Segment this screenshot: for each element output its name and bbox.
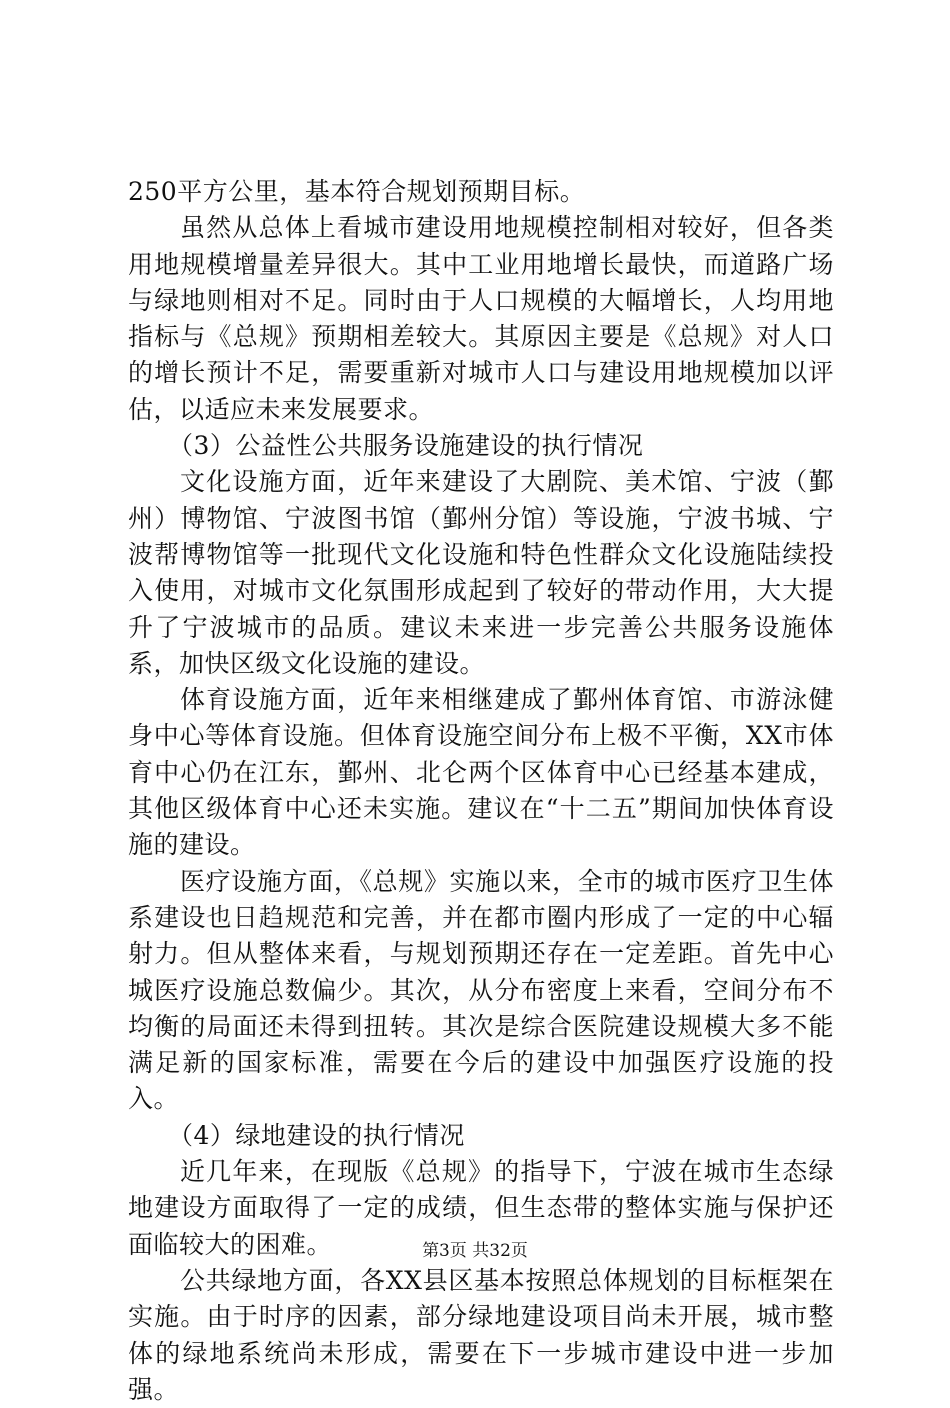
paragraph-cultural-facilities: 文化设施方面，近年来建设了大剧院、美术馆、宁波（鄞州）博物馆、宁波图书馆（鄞州分馆）等设施，宁波书城、宁波帮博物馆等一批现代文化设施和特色性群众文化设施陆续投入使用，对城市文化氛围形成起到了较好的带动作用，大大提升了宁波城市的品质。建议未来进一步完善公共服务设施体系，加快区级文化设施的建设。 [128, 467, 834, 678]
paragraph-continuation: 250平方公里，基本符合规划预期目标。 [128, 177, 586, 206]
document-body [128, 174, 834, 1408]
paragraph-medical-facilities: 医疗设施方面，《总规》实施以来，全市的城市医疗卫生体系建设也日趋规范和完善，并在都市圈内形成了一定的中心辐射力。但从整体来看，与规划预期还存在一定差距。首先中心城医疗设施总数偏少。其次，从分布密度上来看，空间分布不均衡的局面还未得到扭转。其次是综合医院建设规模大多不能满足新的国家标准，需要在今后的建设中加强医疗设施的投入。 [128, 866, 834, 1114]
paragraph-sports-facilities: 体育设施方面，近年来相继建成了鄞州体育馆、市游泳健身中心等体育设施。但体育设施空间分布上极不平衡，XX市体育中心仍在江东，鄞州、北仑两个区体育中心已经基本建成，其他区级体育中心还未实施。建议在“十二五”期间加快体育设施的建设。 [128, 685, 834, 860]
paragraph-ecological-green: 近几年来，在现版《总规》的指导下，宁波在城市生态绿地建设方面取得了一定的成绩，但生态带的整体实施与保护还面临较大的困难。 [128, 1157, 834, 1259]
page-footer: 第3页 共32页 [422, 1241, 528, 1261]
paragraph-public-green: 公共绿地方面，各XX县区基本按照总体规划的目标框架在实施。由于时序的因素，部分绿地建设项目尚未开展，城市整体的绿地系统尚未形成，需要在下一步城市建设中进一步加强。 [128, 1265, 834, 1404]
paragraph-land-use: 虽然从总体上看城市建设用地规模控制相对较好，但各类用地规模增量差异很大。其中工业用地增长最快，而道路广场与绿地则相对不足。同时由于人口规模的大幅增长，人均用地指标与《总规》预期相差较大。其原因主要是《总规》对人口的增长预计不足，需要重新对城市人口与建设用地规模加以评估，以适应未来发展要求。 [128, 213, 834, 424]
section-heading-public-services: （3）公益性公共服务设施建设的执行情况 [168, 431, 644, 461]
section-heading-green-space: （4）绿地建设的执行情况 [168, 1120, 465, 1150]
